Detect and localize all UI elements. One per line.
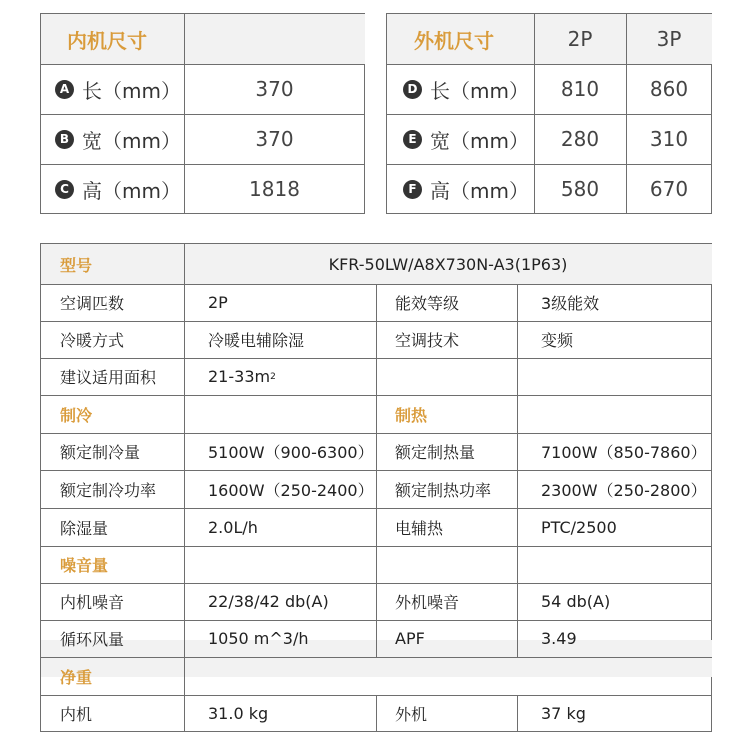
outdoor-row-length xyxy=(403,64,534,114)
tech-value: 变频 xyxy=(541,331,574,350)
model-value: KFR-50LW/A8X730N-A3(1P63) xyxy=(328,254,568,274)
indoor-row-height xyxy=(55,164,184,214)
model-label: 型号 xyxy=(60,255,93,275)
tech-label: 空调技术 xyxy=(395,331,460,350)
capacity-label: 空调匹数 xyxy=(60,294,125,313)
heat-cap-label: 额定制热量 xyxy=(395,443,476,462)
outdoor-length-2p: 810 xyxy=(560,77,600,101)
outdoor-height-2p: 580 xyxy=(560,177,600,201)
outdoor-dimensions-table xyxy=(386,13,712,214)
spec-table xyxy=(40,243,712,732)
out-noise-label: 外机噪音 xyxy=(395,593,460,612)
heating-title: 制热 xyxy=(395,405,428,425)
indoor-height-value: 1818 xyxy=(249,177,300,201)
dehum-value: 2.0L/h xyxy=(208,517,258,537)
airflow-value: 1050 m^3/h xyxy=(208,629,309,648)
outdoor-width-label: 宽（mm） xyxy=(430,128,529,153)
dehum-label: 除湿量 xyxy=(60,518,109,538)
indoor-length-label: 长（mm） xyxy=(82,78,181,103)
indoor-row-length xyxy=(55,64,184,114)
in-weight-label: 内机 xyxy=(60,705,93,724)
indoor-dimensions-table xyxy=(40,13,365,214)
indoor-row-width xyxy=(55,114,184,164)
area-value xyxy=(184,358,712,395)
in-noise-value: 22/38/42 db(A) xyxy=(208,592,329,611)
cool-cap-value: 5100W（900-6300） xyxy=(208,443,374,462)
out-noise-value: 54 db(A) xyxy=(541,592,611,611)
indoor-length-value: 370 xyxy=(255,77,294,101)
weight-title: 净重 xyxy=(60,667,93,687)
indoor-title: 内机尺寸 xyxy=(41,14,184,64)
badge-c-icon: C xyxy=(55,180,74,199)
capacity-value: 2P xyxy=(208,293,228,312)
badge-b-icon: B xyxy=(55,130,74,149)
mode-label: 冷暖方式 xyxy=(60,331,125,350)
in-weight-value: 31.0 kg xyxy=(208,704,269,723)
heat-pow-value: 2300W（250-2800） xyxy=(541,480,707,500)
eheat-label: 电辅热 xyxy=(395,518,444,538)
outdoor-row-height xyxy=(403,164,534,214)
airflow-label: 循环风量 xyxy=(60,630,125,649)
apf-label: APF xyxy=(395,629,425,648)
eheat-value: PTC/2500 xyxy=(541,517,617,537)
cool-pow-value: 1600W（250-2400） xyxy=(208,480,374,500)
badge-d-icon: D xyxy=(403,80,422,99)
efficiency-label: 能效等级 xyxy=(395,294,460,313)
outdoor-width-3p: 310 xyxy=(649,127,689,151)
outdoor-length-label: 长（mm） xyxy=(430,78,529,103)
badge-f-icon: F xyxy=(403,180,422,199)
area-label: 建议适用面积 xyxy=(60,368,157,387)
indoor-width-value: 370 xyxy=(255,127,294,151)
in-noise-label: 内机噪音 xyxy=(60,593,125,612)
outdoor-length-3p: 860 xyxy=(649,77,689,101)
area-unit-sup: 2 xyxy=(270,371,276,382)
cool-pow-label: 额定制冷功率 xyxy=(60,480,157,500)
heat-pow-label: 额定制热功率 xyxy=(395,480,492,500)
apf-value: 3.49 xyxy=(541,629,577,648)
indoor-height-label: 高（mm） xyxy=(82,178,181,203)
outdoor-col-2p: 2P xyxy=(534,14,626,64)
heat-cap-value: 7100W（850-7860） xyxy=(541,443,707,462)
indoor-width-label: 宽（mm） xyxy=(82,128,181,153)
out-weight-value: 37 kg xyxy=(541,704,586,723)
outdoor-title: 外机尺寸 xyxy=(387,14,534,64)
noise-title: 噪音量 xyxy=(60,556,109,575)
outdoor-col-3p: 3P xyxy=(626,14,712,64)
outdoor-height-label: 高（mm） xyxy=(430,178,529,203)
cool-cap-label: 额定制冷量 xyxy=(60,443,141,462)
outdoor-row-width xyxy=(403,114,534,164)
out-weight-label: 外机 xyxy=(395,705,428,724)
cooling-title: 制冷 xyxy=(60,405,93,425)
badge-e-icon: E xyxy=(403,130,422,149)
mode-value: 冷暖电辅除湿 xyxy=(208,331,305,350)
efficiency-value: 3级能效 xyxy=(541,294,600,313)
outdoor-height-3p: 670 xyxy=(649,177,689,201)
area-value-text: 21-33m xyxy=(208,367,271,386)
outdoor-width-2p: 280 xyxy=(560,127,600,151)
indoor-title-blank xyxy=(184,14,365,64)
badge-a-icon: A xyxy=(55,80,74,99)
